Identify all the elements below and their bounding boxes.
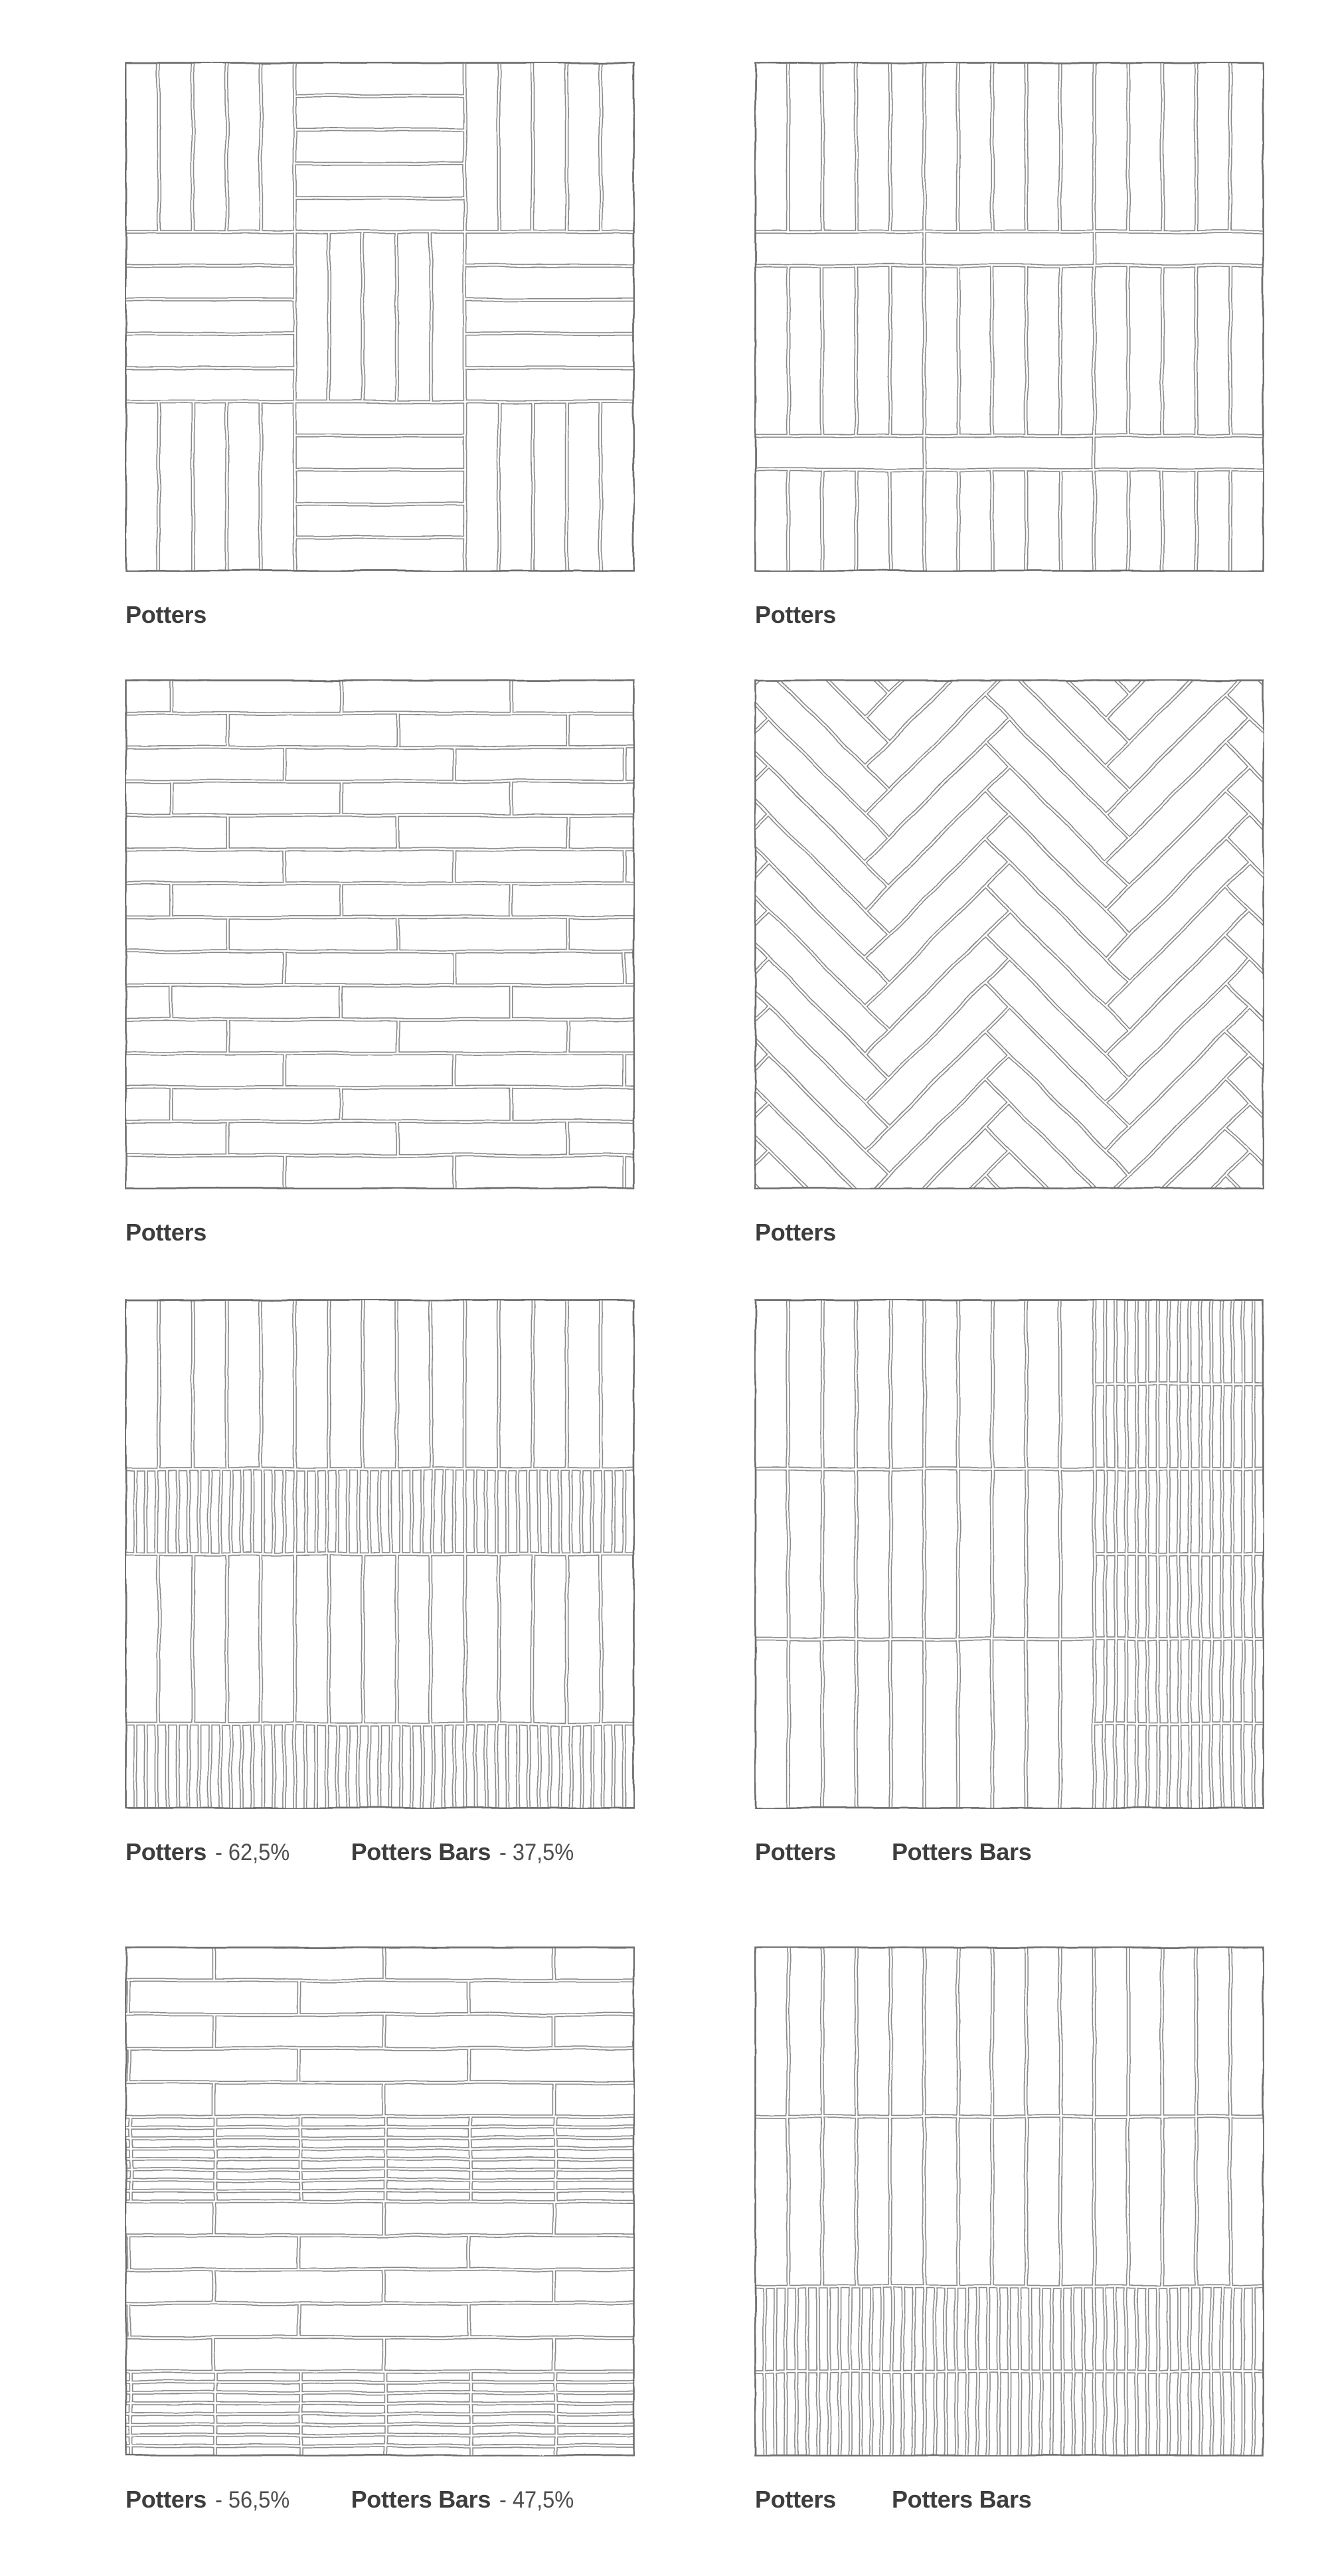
label-group — [755, 1838, 836, 1866]
tile-name: Potters — [125, 601, 207, 628]
tile-name: Potters Bars — [891, 1838, 1032, 1865]
tile-name: Potters — [755, 1838, 836, 1865]
label-group — [892, 1838, 1031, 1866]
tile-name: Potters — [125, 2486, 207, 2513]
pattern-card — [125, 679, 635, 1258]
label-group — [351, 1838, 580, 1866]
pattern-caption — [755, 601, 892, 629]
tile-name: Potters Bars — [351, 1838, 491, 1865]
pattern-card — [754, 1299, 1264, 1878]
label-group — [125, 1219, 207, 1246]
pattern-swatch-herringbone — [754, 679, 1264, 1189]
pattern-card — [754, 62, 1264, 641]
pattern-swatch-running-bond — [125, 679, 635, 1189]
pattern-caption — [125, 2486, 580, 2514]
label-group — [892, 2486, 1031, 2514]
pattern-caption — [755, 1219, 892, 1246]
pattern-swatch-bond-bars-bands — [125, 1946, 635, 2456]
pattern-card — [754, 1946, 1264, 2526]
tile-name: Potters — [755, 601, 836, 628]
pattern-swatch-tiles-bars-bands — [125, 1299, 635, 1809]
label-group — [125, 601, 207, 629]
tile-name: Potters Bars — [351, 2486, 491, 2513]
pattern-caption — [125, 601, 262, 629]
label-group — [755, 1219, 836, 1246]
label-group — [755, 2486, 836, 2514]
tile-name: Potters — [755, 2486, 836, 2513]
pattern-swatch-basketweave — [125, 62, 635, 572]
tile-percentage: - 62,5% — [214, 1840, 290, 1865]
pattern-caption — [755, 2486, 1031, 2514]
label-group — [755, 601, 836, 629]
tile-percentage: - 56,5% — [214, 2487, 290, 2513]
pattern-card — [125, 1946, 635, 2526]
pattern-card — [754, 679, 1264, 1258]
tile-name: Potters — [755, 1219, 836, 1246]
pattern-swatch-stack-bands — [754, 62, 1264, 572]
label-group — [125, 2486, 295, 2514]
pattern-card — [125, 1299, 635, 1878]
tile-percentage: - 37,5% — [499, 1840, 574, 1865]
tile-name: Potters — [125, 1838, 207, 1865]
label-group — [351, 2486, 580, 2514]
pattern-caption — [755, 1838, 1031, 1866]
tile-percentage: - 47,5% — [499, 2487, 574, 2513]
pattern-swatch-tiles-bars-column — [754, 1299, 1264, 1809]
pattern-caption — [125, 1219, 262, 1246]
tile-name: Potters Bars — [891, 2486, 1032, 2513]
pattern-card — [125, 62, 635, 641]
pattern-caption — [125, 1838, 580, 1866]
pattern-swatch-tiles-bars-bottom — [754, 1946, 1264, 2456]
label-group — [125, 1838, 295, 1866]
tile-name: Potters — [125, 1219, 207, 1246]
